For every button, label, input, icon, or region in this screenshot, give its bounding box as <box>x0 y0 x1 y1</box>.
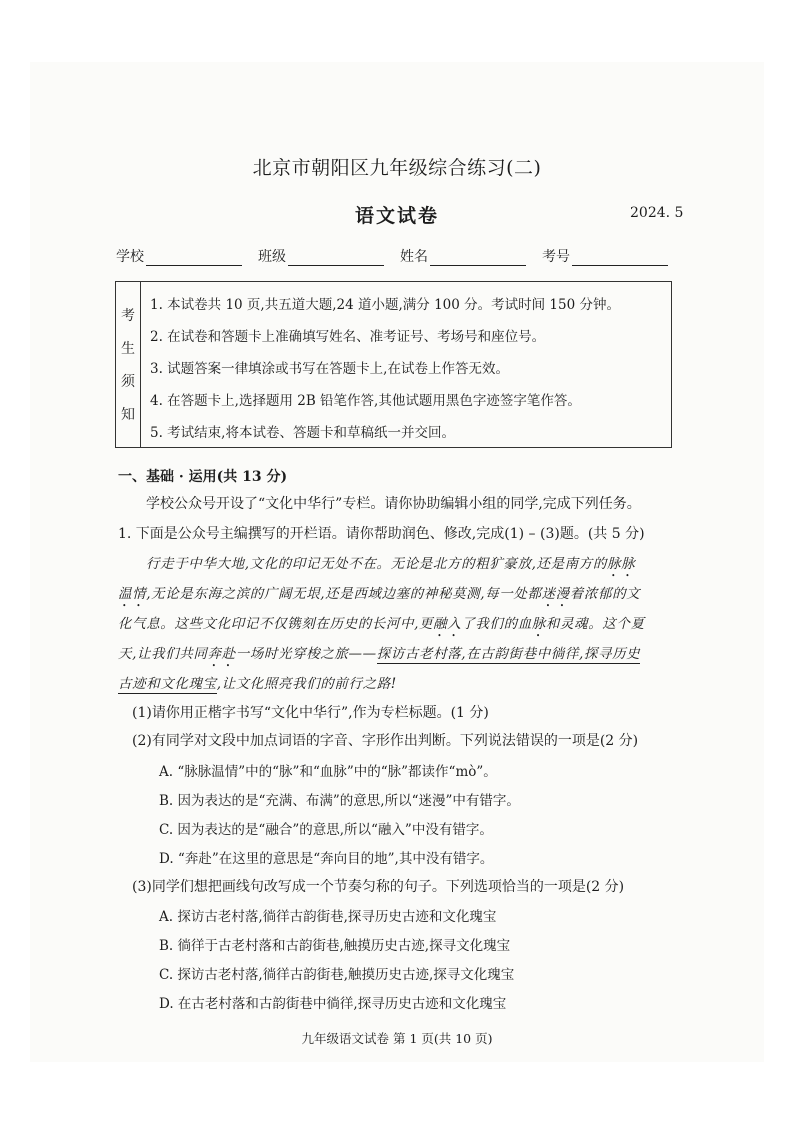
passage-line: 行走于中华大地,文化的印记无处不在。无论是北方的粗犷豪放,还是南方的脉脉 <box>146 556 636 572</box>
sub-question-3: (3)同学们想把画线句改写成一个节奏匀称的句子。下列选项恰当的一项是(2 分) <box>132 879 625 895</box>
exam-title: 北京市朝阳区九年级综合练习(二) <box>252 157 542 179</box>
notice-item: 2. 在试卷和答题卡上准确填写姓名、准考证号、考场号和座位号。 <box>150 329 546 345</box>
school-field[interactable] <box>116 246 242 266</box>
underlined-sentence: 古迹和文化瑰宝 <box>118 676 217 692</box>
option-a[interactable]: A. 探访古老村落,徜徉古韵街巷,探寻历史古迹和文化瑰宝 <box>159 909 497 925</box>
exam-date: 2024. 5 <box>630 205 684 221</box>
name-field[interactable] <box>400 246 526 266</box>
exam-number-label: 考号 <box>542 249 570 265</box>
notice-item: 1. 本试卷共 10 页,共五道大题,24 道小题,满分 100 分。考试时间 150 分钟。 <box>150 297 620 313</box>
student-info-row <box>116 246 676 268</box>
option-b[interactable]: B. 徜徉于古老村落和古韵街巷,触摸历史古迹,探寻文化瑰宝 <box>159 938 511 954</box>
underlined-sentence: 探访古老村落,在古韵街巷中徜徉,探寻历史 <box>376 646 641 662</box>
passage-line: 温情,无论是东海之滨的广阔无垠,还是西域边塞的神秘莫测,每一处都迷漫着浓郁的文 <box>118 586 641 602</box>
option-c[interactable]: C. 因为表达的是“融合”的意思,所以“融入”中没有错字。 <box>159 822 493 838</box>
notice-item: 3. 试题答案一律填涂或书写在答题卡上,在试卷上作答无效。 <box>150 361 509 377</box>
option-c[interactable]: C. 探访古老村落,徜徉古韵街巷,触摸历史古迹,探寻文化瑰宝 <box>159 967 515 983</box>
section-intro: 学校公众号开设了“文化中华行”专栏。请你协助编辑小组的同学,完成下列任务。 <box>146 496 641 512</box>
notice-label: 考 生 须 知 <box>116 282 141 447</box>
section-heading: 一、基础 · 运用(共 13 分) <box>118 469 288 485</box>
notice-box <box>115 281 672 448</box>
exam-number-field[interactable] <box>542 246 668 266</box>
page-footer: 九年级语文试卷 第 1 页(共 10 页) <box>301 1031 493 1046</box>
option-b[interactable]: B. 因为表达的是“充满、布满”的意思,所以“迷漫”中有错字。 <box>159 793 520 809</box>
class-blank[interactable] <box>288 249 384 266</box>
sub-question-2: (2)有同学对文段中加点词语的字音、字形作出判断。下列说法错误的一项是(2 分) <box>132 733 639 749</box>
sub-question-1: (1)请你用正楷字书写“文化中华行”,作为专栏标题。(1 分) <box>132 705 489 721</box>
passage-line: 古迹和文化瑰宝,让文化照亮我们的前行之路! <box>118 676 397 692</box>
name-label: 姓名 <box>400 249 428 265</box>
passage-line: 天,让我们共同奔赴一场时光穿梭之旅——探访古老村落,在古韵街巷中徜徉,探寻历史 <box>118 646 641 662</box>
exam-number-blank[interactable] <box>572 249 668 266</box>
option-d[interactable]: D. “奔赴”在这里的意思是“奔向目的地”,其中没有错字。 <box>159 851 494 867</box>
passage-line: 化气息。这些文化印记不仅镌刻在历史的长河中,更融入了我们的血脉和灵魂。这个夏 <box>118 616 645 632</box>
option-a[interactable]: A. “脉脉温情”中的“脉”和“血脉”中的“脉”都读作“mò”。 <box>159 764 497 780</box>
class-label: 班级 <box>258 249 286 265</box>
exam-subtitle: 语文试卷 <box>354 205 439 227</box>
option-d[interactable]: D. 在古老村落和古韵街巷中徜徉,探寻历史古迹和文化瑰宝 <box>159 996 507 1012</box>
notice-item: 4. 在答题卡上,选择题用 2B 铅笔作答,其他试题用黑色字迹签字笔作答。 <box>150 393 581 409</box>
name-blank[interactable] <box>430 249 526 266</box>
notice-item: 5. 考试结束,将本试卷、答题卡和草稿纸一并交回。 <box>150 425 455 441</box>
question-1-stem: 1. 下面是公众号主编撰写的开栏语。请你帮助润色、修改,完成(1) – (3)题。(共 5 分) <box>118 526 645 542</box>
school-label: 学校 <box>116 249 144 265</box>
class-field[interactable] <box>258 246 384 266</box>
school-blank[interactable] <box>146 249 242 266</box>
